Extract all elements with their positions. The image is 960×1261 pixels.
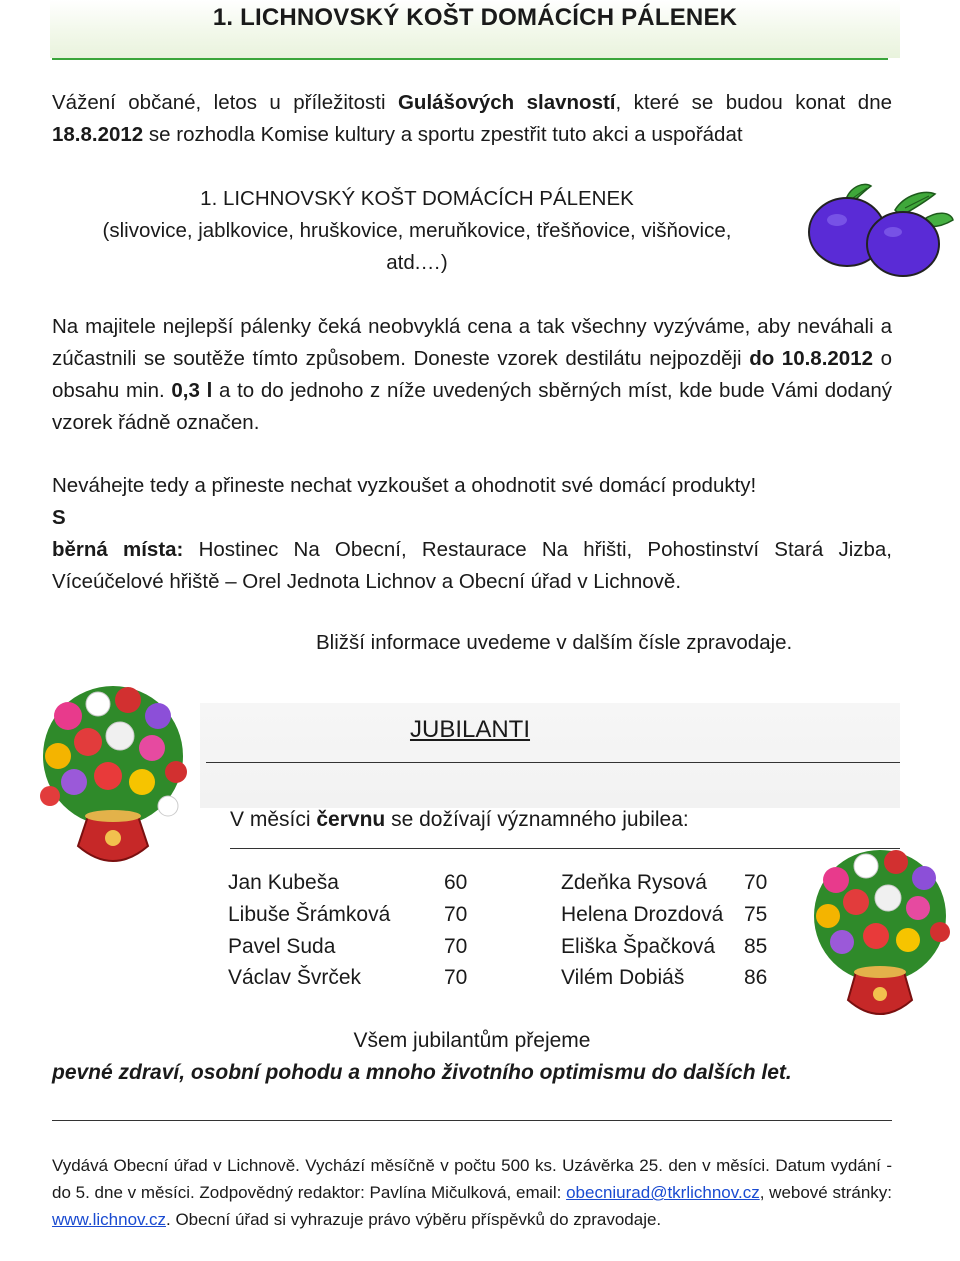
jubilanti-title: JUBILANTI <box>409 716 531 743</box>
intro-decided: se rozhodla Komise kultury a sportu zpestřit tuto akci a uspořádat <box>143 123 743 146</box>
event-name: Gulášových slavností <box>397 91 616 114</box>
intro-b: se dožívají významného jubilea: <box>385 808 689 831</box>
footer-divider <box>52 1120 892 1121</box>
jubilant-name: Vilém Dobiáš <box>561 966 685 989</box>
deadline: do 10.8.2012 <box>749 347 874 370</box>
jubilant-name: Pavel Suda <box>228 935 336 958</box>
jubilee-month: červnu <box>316 808 386 831</box>
jubilant-name: Helena Drozdová <box>561 903 724 926</box>
jubilant-age: 60 <box>444 871 468 894</box>
jubilant-name: Eliška Špačková <box>561 935 716 958</box>
prize-paragraph <box>52 311 892 439</box>
jubilant-age: 86 <box>744 966 768 989</box>
places-paragraph <box>52 502 892 598</box>
footer-web-label: , webové stránky: <box>759 1183 893 1202</box>
website-link[interactable]: www.lichnov.cz <box>52 1210 166 1229</box>
jubilant-age: 70 <box>444 966 468 989</box>
wish-line-1: Všem jubilantům přejeme <box>353 1029 591 1052</box>
footer-text: Vydává Obecní úřad v Lichnově. Vychází měsíčně v počtu 500 ks. Uzávěrka 25. den v měsíci. Datum vydání - do 5. dne v měsíci. Zodpovědný redaktor: Pavlína Mičulková, email: <box>52 1156 892 1202</box>
intro-text: Vážení občané, letos u příležitosti <box>52 91 386 114</box>
flower-bouquet-right <box>800 840 960 1030</box>
intro-paragraph <box>52 87 892 151</box>
sample-volume: 0,3 l <box>171 379 213 402</box>
footer-text-2: . Obecní úřad si vyhrazuje právo výběru příspěvků do zpravodaje. <box>166 1210 662 1229</box>
jubilant-name: Václav Švrček <box>228 966 362 989</box>
jubilanti-intro <box>230 808 689 832</box>
intro-a: V měsíci <box>230 808 317 831</box>
footer-imprint <box>52 1152 892 1233</box>
jubilant-name: Jan Kubeša <box>228 871 339 894</box>
jubilant-age: 75 <box>744 903 768 926</box>
jubilant-age: 70 <box>444 935 468 958</box>
header-divider <box>52 58 888 60</box>
intro-text-rest: , které se budou konat dne <box>615 91 893 114</box>
flower-bouquet-left <box>28 676 198 876</box>
jubilant-name: Libuše Šrámková <box>228 903 391 926</box>
places-initial: S <box>52 506 66 529</box>
spirit-kinds-end: atd.…) <box>386 251 448 274</box>
call-to-action: Neváhejte tedy a přineste nechat vyzkoušet a ohodnotit své domácí produkty! <box>52 474 757 497</box>
jubilanti-divider <box>206 762 900 763</box>
event-date: 18.8.2012 <box>52 123 144 146</box>
wish-line-2: pevné zdraví, osobní pohodu a mnoho životního optimismu do dalších let. <box>52 1061 792 1084</box>
plums-illustration <box>805 180 955 280</box>
prize-text-3: a to do jednoho z níže uvedených sběrných míst, kde bude Vámi dodaný vzorek řádně označen. <box>52 379 893 434</box>
jubilant-age: 85 <box>744 935 768 958</box>
event-heading: 1. LICHNOVSKÝ KOŠT DOMÁCÍCH PÁLENEK <box>200 187 634 210</box>
more-info: Bližší informace uvedeme v dalším čísle zpravodaje. <box>316 631 793 654</box>
spirit-kinds: (slivovice, jablkovice, hruškovice, meruňkovice, třešňovice, višňovice, <box>102 219 732 242</box>
prize-text: Na majitele nejlepší pálenky čeká neobvyklá cena a tak všechny vyzýváme, aby neváhali a zúčastnili se soutěže tímto způsobem. Doneste vzorek destilátu nejpozději <box>52 315 892 370</box>
jubilant-age: 70 <box>444 903 468 926</box>
jubilant-name: Zdeňka Rysová <box>561 871 707 894</box>
prize-text-2: o obsahu min. <box>52 347 892 402</box>
email-link[interactable]: obecniurad@tkrlichnov.cz <box>566 1183 760 1202</box>
places-list: Hostinec Na Obecní, Restaurace Na hřišti, Pohostinství Stará Jizba, Víceúčelové hřiště – Orel Jednota Lichnov a Obecní úřad v Lichnově. <box>52 538 892 593</box>
page-title: 1. LICHNOVSKÝ KOŠT DOMÁCÍCH PÁLENEK <box>212 4 738 31</box>
places-label: běrná místa: <box>52 538 184 561</box>
jubilant-age: 70 <box>744 871 768 894</box>
